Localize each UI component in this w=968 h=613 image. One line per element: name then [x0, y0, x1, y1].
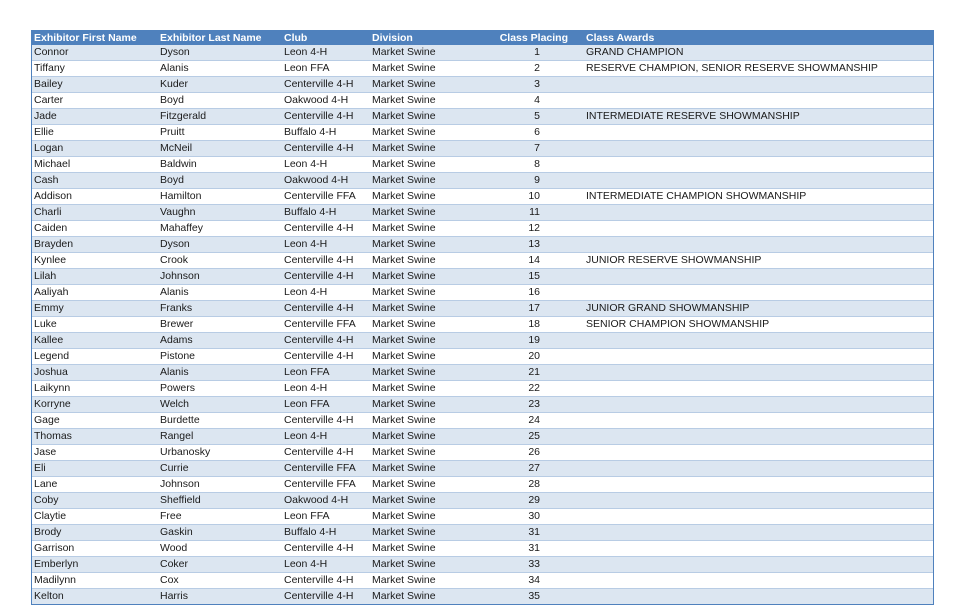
- cell-last-name[interactable]: Alanis: [158, 61, 282, 77]
- cell-first-name[interactable]: Charli: [32, 205, 158, 221]
- cell-club[interactable]: Centerville FFA: [282, 461, 370, 477]
- cell-class-awards[interactable]: [584, 221, 933, 237]
- cell-class-awards[interactable]: [584, 173, 933, 189]
- cell-division[interactable]: Market Swine: [370, 61, 474, 77]
- cell-class-placing[interactable]: 25: [474, 429, 584, 445]
- cell-club[interactable]: Centerville 4-H: [282, 141, 370, 157]
- cell-class-placing[interactable]: 29: [474, 493, 584, 509]
- cell-division[interactable]: Market Swine: [370, 413, 474, 429]
- cell-division[interactable]: Market Swine: [370, 285, 474, 301]
- cell-club[interactable]: Centerville 4-H: [282, 413, 370, 429]
- cell-last-name[interactable]: Hamilton: [158, 189, 282, 205]
- cell-last-name[interactable]: McNeil: [158, 141, 282, 157]
- cell-class-awards[interactable]: [584, 333, 933, 349]
- table-row: [32, 413, 933, 429]
- cell-division[interactable]: Market Swine: [370, 365, 474, 381]
- cell-last-name[interactable]: Brewer: [158, 317, 282, 333]
- cell-first-name[interactable]: Coby: [32, 493, 158, 509]
- cell-club[interactable]: Centerville 4-H: [282, 333, 370, 349]
- cell-class-placing[interactable]: 6: [474, 125, 584, 141]
- cell-class-placing[interactable]: 34: [474, 573, 584, 589]
- cell-first-name[interactable]: Kelton: [32, 589, 158, 605]
- cell-last-name[interactable]: Dyson: [160, 46, 190, 58]
- table-row: [32, 397, 933, 413]
- header-division[interactable]: Division: [372, 32, 413, 44]
- cell-class-placing[interactable]: 24: [474, 413, 584, 429]
- cell-division[interactable]: Market Swine: [370, 237, 474, 253]
- cell-class-placing[interactable]: 14: [474, 253, 584, 269]
- cell-class-awards[interactable]: INTERMEDIATE CHAMPION SHOWMANSHIP: [584, 189, 933, 205]
- cell-class-placing[interactable]: 33: [474, 557, 584, 573]
- cell-last-name[interactable]: Powers: [158, 381, 282, 397]
- cell-club[interactable]: Leon 4-H: [282, 557, 370, 573]
- cell-class-placing[interactable]: 30: [474, 509, 584, 525]
- cell-division[interactable]: Market Swine: [370, 301, 474, 317]
- cell-division[interactable]: Market Swine: [370, 381, 474, 397]
- cell-class-placing[interactable]: 2: [474, 61, 584, 77]
- cell-class-placing[interactable]: 8: [474, 157, 584, 173]
- cell-class-placing[interactable]: 3: [474, 77, 584, 93]
- cell-last-name[interactable]: Dyson: [158, 237, 282, 253]
- table-row: [32, 317, 933, 333]
- cell-last-name[interactable]: Vaughn: [158, 205, 282, 221]
- cell-class-awards[interactable]: [584, 269, 933, 285]
- cell-last-name[interactable]: Gaskin: [158, 525, 282, 541]
- table-row: [32, 461, 933, 477]
- cell-last-name[interactable]: Pruitt: [158, 125, 282, 141]
- cell-last-name[interactable]: Wood: [158, 541, 282, 557]
- cell-first-name[interactable]: Connor: [34, 46, 69, 58]
- cell-club[interactable]: Centerville 4-H: [282, 269, 370, 285]
- cell-first-name[interactable]: Garrison: [32, 541, 158, 557]
- cell-class-placing[interactable]: 5: [474, 109, 584, 125]
- cell-club[interactable]: Centerville 4-H: [282, 445, 370, 461]
- cell-class-placing[interactable]: 12: [474, 221, 584, 237]
- cell-class-awards[interactable]: [584, 157, 933, 173]
- cell-first-name[interactable]: Joshua: [32, 365, 158, 381]
- cell-class-awards[interactable]: RESERVE CHAMPION, SENIOR RESERVE SHOWMANSHIP: [584, 61, 933, 77]
- header-row: [32, 31, 933, 45]
- header-class-awards[interactable]: Class Awards: [586, 32, 655, 44]
- cell-class-awards[interactable]: [584, 525, 933, 541]
- cell-first-name[interactable]: Madilynn: [32, 573, 158, 589]
- cell-club[interactable]: Leon FFA: [282, 365, 370, 381]
- cell-division[interactable]: Market Swine: [370, 141, 474, 157]
- cell-class-awards[interactable]: [584, 493, 933, 509]
- cell-first-name[interactable]: Luke: [32, 317, 158, 333]
- header-last-name[interactable]: Exhibitor Last Name: [160, 32, 262, 44]
- cell-division[interactable]: Market Swine: [370, 445, 474, 461]
- table-row: [32, 157, 933, 173]
- cell-division[interactable]: Market Swine: [370, 333, 474, 349]
- cell-class-placing[interactable]: 16: [474, 285, 584, 301]
- cell-division[interactable]: Market Swine: [372, 46, 436, 58]
- cell-class-awards[interactable]: [584, 285, 933, 301]
- table-row: [32, 445, 933, 461]
- cell-class-placing[interactable]: 26: [474, 445, 584, 461]
- cell-class-placing[interactable]: 31: [474, 541, 584, 557]
- cell-first-name[interactable]: Laikynn: [32, 381, 158, 397]
- table-row: [32, 141, 933, 157]
- cell-division[interactable]: Market Swine: [370, 205, 474, 221]
- table-row: [32, 525, 933, 541]
- table-row: [32, 477, 933, 493]
- cell-class-placing[interactable]: 9: [474, 173, 584, 189]
- cell-division[interactable]: Market Swine: [370, 509, 474, 525]
- table-row: [32, 77, 933, 93]
- table-row: [32, 61, 933, 77]
- cell-division[interactable]: Market Swine: [370, 253, 474, 269]
- cell-first-name[interactable]: Gage: [32, 413, 158, 429]
- cell-class-placing[interactable]: 4: [474, 93, 584, 109]
- cell-class-placing[interactable]: 1: [534, 46, 540, 58]
- cell-division[interactable]: Market Swine: [370, 525, 474, 541]
- cell-first-name[interactable]: Carter: [32, 93, 158, 109]
- cell-class-placing[interactable]: 27: [474, 461, 584, 477]
- cell-class-awards[interactable]: [584, 557, 933, 573]
- table-row: [32, 429, 933, 445]
- cell-club[interactable]: Centerville 4-H: [282, 589, 370, 605]
- cell-club[interactable]: Leon FFA: [282, 509, 370, 525]
- cell-last-name[interactable]: Currie: [158, 461, 282, 477]
- cell-club[interactable]: Centerville 4-H: [282, 541, 370, 557]
- cell-class-placing[interactable]: 31: [474, 525, 584, 541]
- cell-first-name[interactable]: Aaliyah: [32, 285, 158, 301]
- cell-class-awards[interactable]: [584, 381, 933, 397]
- results-sheet: [31, 30, 934, 605]
- cell-class-awards[interactable]: [584, 461, 933, 477]
- cell-club[interactable]: Centerville 4-H: [282, 109, 370, 125]
- cell-first-name[interactable]: Legend: [32, 349, 158, 365]
- cell-club[interactable]: Leon FFA: [282, 397, 370, 413]
- cell-first-name[interactable]: Michael: [32, 157, 158, 173]
- cell-club[interactable]: Centerville FFA: [282, 477, 370, 493]
- cell-division[interactable]: Market Swine: [370, 173, 474, 189]
- cell-first-name[interactable]: Kallee: [32, 333, 158, 349]
- table-row: [32, 285, 933, 301]
- cell-club[interactable]: Centerville 4-H: [282, 221, 370, 237]
- table-row: [32, 125, 933, 141]
- header-first-name[interactable]: Exhibitor First Name: [34, 32, 137, 44]
- cell-club[interactable]: Leon 4-H: [282, 237, 370, 253]
- cell-class-awards[interactable]: [584, 205, 933, 221]
- cell-first-name[interactable]: Lilah: [32, 269, 158, 285]
- cell-club[interactable]: Centerville 4-H: [282, 573, 370, 589]
- table-row: [32, 349, 933, 365]
- cell-last-name[interactable]: Johnson: [158, 269, 282, 285]
- cell-class-awards[interactable]: [584, 589, 933, 605]
- cell-class-placing[interactable]: 10: [474, 189, 584, 205]
- cell-club[interactable]: Centerville 4-H: [282, 301, 370, 317]
- cell-first-name[interactable]: Addison: [32, 189, 158, 205]
- table-row: [32, 493, 933, 509]
- cell-club[interactable]: Leon 4-H: [284, 46, 328, 58]
- cell-class-awards[interactable]: [584, 413, 933, 429]
- cell-last-name[interactable]: Mahaffey: [158, 221, 282, 237]
- cell-division[interactable]: Market Swine: [370, 461, 474, 477]
- cell-division[interactable]: Market Swine: [370, 477, 474, 493]
- cell-class-awards[interactable]: [584, 397, 933, 413]
- cell-last-name[interactable]: Boyd: [158, 93, 282, 109]
- cell-club[interactable]: Leon 4-H: [282, 157, 370, 173]
- table-row: [32, 253, 933, 269]
- cell-division[interactable]: Market Swine: [370, 93, 474, 109]
- cell-class-placing[interactable]: 19: [474, 333, 584, 349]
- results-table: [32, 31, 933, 604]
- table-row: [32, 237, 933, 253]
- cell-class-awards[interactable]: JUNIOR RESERVE SHOWMANSHIP: [584, 253, 933, 269]
- cell-division[interactable]: Market Swine: [370, 189, 474, 205]
- cell-class-awards[interactable]: SENIOR CHAMPION SHOWMANSHIP: [584, 317, 933, 333]
- cell-last-name[interactable]: Cox: [158, 573, 282, 589]
- cell-division[interactable]: Market Swine: [370, 269, 474, 285]
- cell-last-name[interactable]: Sheffield: [158, 493, 282, 509]
- cell-last-name[interactable]: Coker: [158, 557, 282, 573]
- cell-first-name[interactable]: Korryne: [32, 397, 158, 413]
- cell-last-name[interactable]: Kuder: [158, 77, 282, 93]
- cell-last-name[interactable]: Burdette: [158, 413, 282, 429]
- cell-division[interactable]: Market Swine: [370, 589, 474, 605]
- cell-class-awards[interactable]: [584, 237, 933, 253]
- cell-first-name[interactable]: Kynlee: [32, 253, 158, 269]
- cell-last-name[interactable]: Alanis: [158, 285, 282, 301]
- cell-division[interactable]: Market Swine: [370, 349, 474, 365]
- cell-last-name[interactable]: Baldwin: [158, 157, 282, 173]
- cell-last-name[interactable]: Adams: [158, 333, 282, 349]
- table-row: [32, 45, 933, 61]
- cell-club[interactable]: Oakwood 4-H: [282, 173, 370, 189]
- cell-last-name[interactable]: Alanis: [158, 365, 282, 381]
- cell-club[interactable]: Centerville FFA: [282, 317, 370, 333]
- cell-club[interactable]: Buffalo 4-H: [282, 125, 370, 141]
- cell-class-placing[interactable]: 11: [474, 205, 584, 221]
- cell-class-awards[interactable]: [584, 573, 933, 589]
- cell-class-awards[interactable]: [584, 125, 933, 141]
- cell-first-name[interactable]: Thomas: [32, 429, 158, 445]
- cell-club[interactable]: Leon FFA: [282, 61, 370, 77]
- cell-division[interactable]: Market Swine: [370, 493, 474, 509]
- cell-first-name[interactable]: Ellie: [32, 125, 158, 141]
- table-body: [32, 45, 933, 604]
- cell-club[interactable]: Buffalo 4-H: [282, 205, 370, 221]
- table-row: [32, 509, 933, 525]
- cell-club[interactable]: Centerville 4-H: [282, 349, 370, 365]
- table-row: [32, 221, 933, 237]
- cell-first-name[interactable]: Brayden: [32, 237, 158, 253]
- cell-division[interactable]: Market Swine: [370, 109, 474, 125]
- cell-first-name[interactable]: Bailey: [32, 77, 158, 93]
- cell-class-placing[interactable]: 35: [474, 589, 584, 605]
- cell-division[interactable]: Market Swine: [370, 541, 474, 557]
- cell-first-name[interactable]: Tiffany: [32, 61, 158, 77]
- cell-class-awards[interactable]: [584, 77, 933, 93]
- table-row: [32, 109, 933, 125]
- cell-first-name[interactable]: Jase: [32, 445, 158, 461]
- table-row: [32, 541, 933, 557]
- table-row: [32, 365, 933, 381]
- cell-last-name[interactable]: Harris: [158, 589, 282, 605]
- cell-last-name[interactable]: Rangel: [158, 429, 282, 445]
- cell-last-name[interactable]: Boyd: [158, 173, 282, 189]
- cell-class-awards[interactable]: [584, 445, 933, 461]
- cell-class-placing[interactable]: 23: [474, 397, 584, 413]
- cell-division[interactable]: Market Swine: [370, 557, 474, 573]
- cell-first-name[interactable]: Brody: [32, 525, 158, 541]
- cell-last-name[interactable]: Welch: [158, 397, 282, 413]
- cell-first-name[interactable]: Cash: [32, 173, 158, 189]
- header-class-placing[interactable]: Class Placing: [499, 32, 568, 44]
- cell-first-name[interactable]: Logan: [32, 141, 158, 157]
- cell-first-name[interactable]: Lane: [32, 477, 158, 493]
- cell-class-placing[interactable]: 22: [474, 381, 584, 397]
- cell-class-placing[interactable]: 7: [474, 141, 584, 157]
- cell-club[interactable]: Centerville 4-H: [282, 253, 370, 269]
- cell-class-awards[interactable]: [584, 349, 933, 365]
- cell-class-awards[interactable]: JUNIOR GRAND SHOWMANSHIP: [584, 301, 933, 317]
- cell-class-placing[interactable]: 17: [474, 301, 584, 317]
- cell-club[interactable]: Centerville 4-H: [282, 77, 370, 93]
- cell-class-awards[interactable]: [584, 141, 933, 157]
- cell-last-name[interactable]: Fitzgerald: [158, 109, 282, 125]
- cell-division[interactable]: Market Swine: [370, 397, 474, 413]
- table-header: [32, 31, 933, 45]
- cell-class-placing[interactable]: 28: [474, 477, 584, 493]
- cell-class-awards[interactable]: [584, 477, 933, 493]
- cell-club[interactable]: Buffalo 4-H: [282, 525, 370, 541]
- cell-club[interactable]: Leon 4-H: [282, 285, 370, 301]
- table-row: [32, 189, 933, 205]
- cell-division[interactable]: Market Swine: [370, 573, 474, 589]
- cell-division[interactable]: Market Swine: [370, 77, 474, 93]
- cell-class-placing[interactable]: 18: [474, 317, 584, 333]
- cell-class-awards[interactable]: [584, 429, 933, 445]
- cell-first-name[interactable]: Claytie: [32, 509, 158, 525]
- cell-class-awards[interactable]: [584, 509, 933, 525]
- cell-class-placing[interactable]: 13: [474, 237, 584, 253]
- table-row: [32, 173, 933, 189]
- table-row: [32, 301, 933, 317]
- header-club[interactable]: Club: [284, 32, 308, 44]
- cell-club[interactable]: Oakwood 4-H: [282, 93, 370, 109]
- cell-division[interactable]: Market Swine: [370, 221, 474, 237]
- cell-class-placing[interactable]: 20: [474, 349, 584, 365]
- table-row: [32, 93, 933, 109]
- cell-first-name[interactable]: Emmy: [32, 301, 158, 317]
- cell-last-name[interactable]: Free: [158, 509, 282, 525]
- cell-last-name[interactable]: Crook: [158, 253, 282, 269]
- cell-class-awards[interactable]: [584, 541, 933, 557]
- cell-club[interactable]: Leon 4-H: [282, 381, 370, 397]
- cell-class-awards[interactable]: GRAND CHAMPION: [586, 46, 684, 58]
- cell-last-name[interactable]: Pistone: [158, 349, 282, 365]
- cell-club[interactable]: Centerville FFA: [282, 189, 370, 205]
- cell-class-awards[interactable]: INTERMEDIATE RESERVE SHOWMANSHIP: [584, 109, 933, 125]
- cell-first-name[interactable]: Jade: [32, 109, 158, 125]
- cell-first-name[interactable]: Eli: [32, 461, 158, 477]
- cell-division[interactable]: Market Swine: [370, 317, 474, 333]
- cell-first-name[interactable]: Emberlyn: [32, 557, 158, 573]
- cell-class-placing[interactable]: 21: [474, 365, 584, 381]
- cell-class-awards[interactable]: [584, 365, 933, 381]
- cell-class-awards[interactable]: [584, 93, 933, 109]
- cell-last-name[interactable]: Urbanosky: [158, 445, 282, 461]
- cell-class-placing[interactable]: 15: [474, 269, 584, 285]
- table-row: [32, 589, 933, 605]
- table-row: [32, 557, 933, 573]
- table-row: [32, 205, 933, 221]
- cell-last-name[interactable]: Franks: [158, 301, 282, 317]
- cell-last-name[interactable]: Johnson: [158, 477, 282, 493]
- cell-club[interactable]: Oakwood 4-H: [282, 493, 370, 509]
- table-row: [32, 573, 933, 589]
- table-row: [32, 381, 933, 397]
- cell-division[interactable]: Market Swine: [370, 125, 474, 141]
- cell-division[interactable]: Market Swine: [370, 429, 474, 445]
- table-row: [32, 333, 933, 349]
- cell-division[interactable]: Market Swine: [370, 157, 474, 173]
- table-row: [32, 269, 933, 285]
- cell-first-name[interactable]: Caiden: [32, 221, 158, 237]
- cell-club[interactable]: Leon 4-H: [282, 429, 370, 445]
